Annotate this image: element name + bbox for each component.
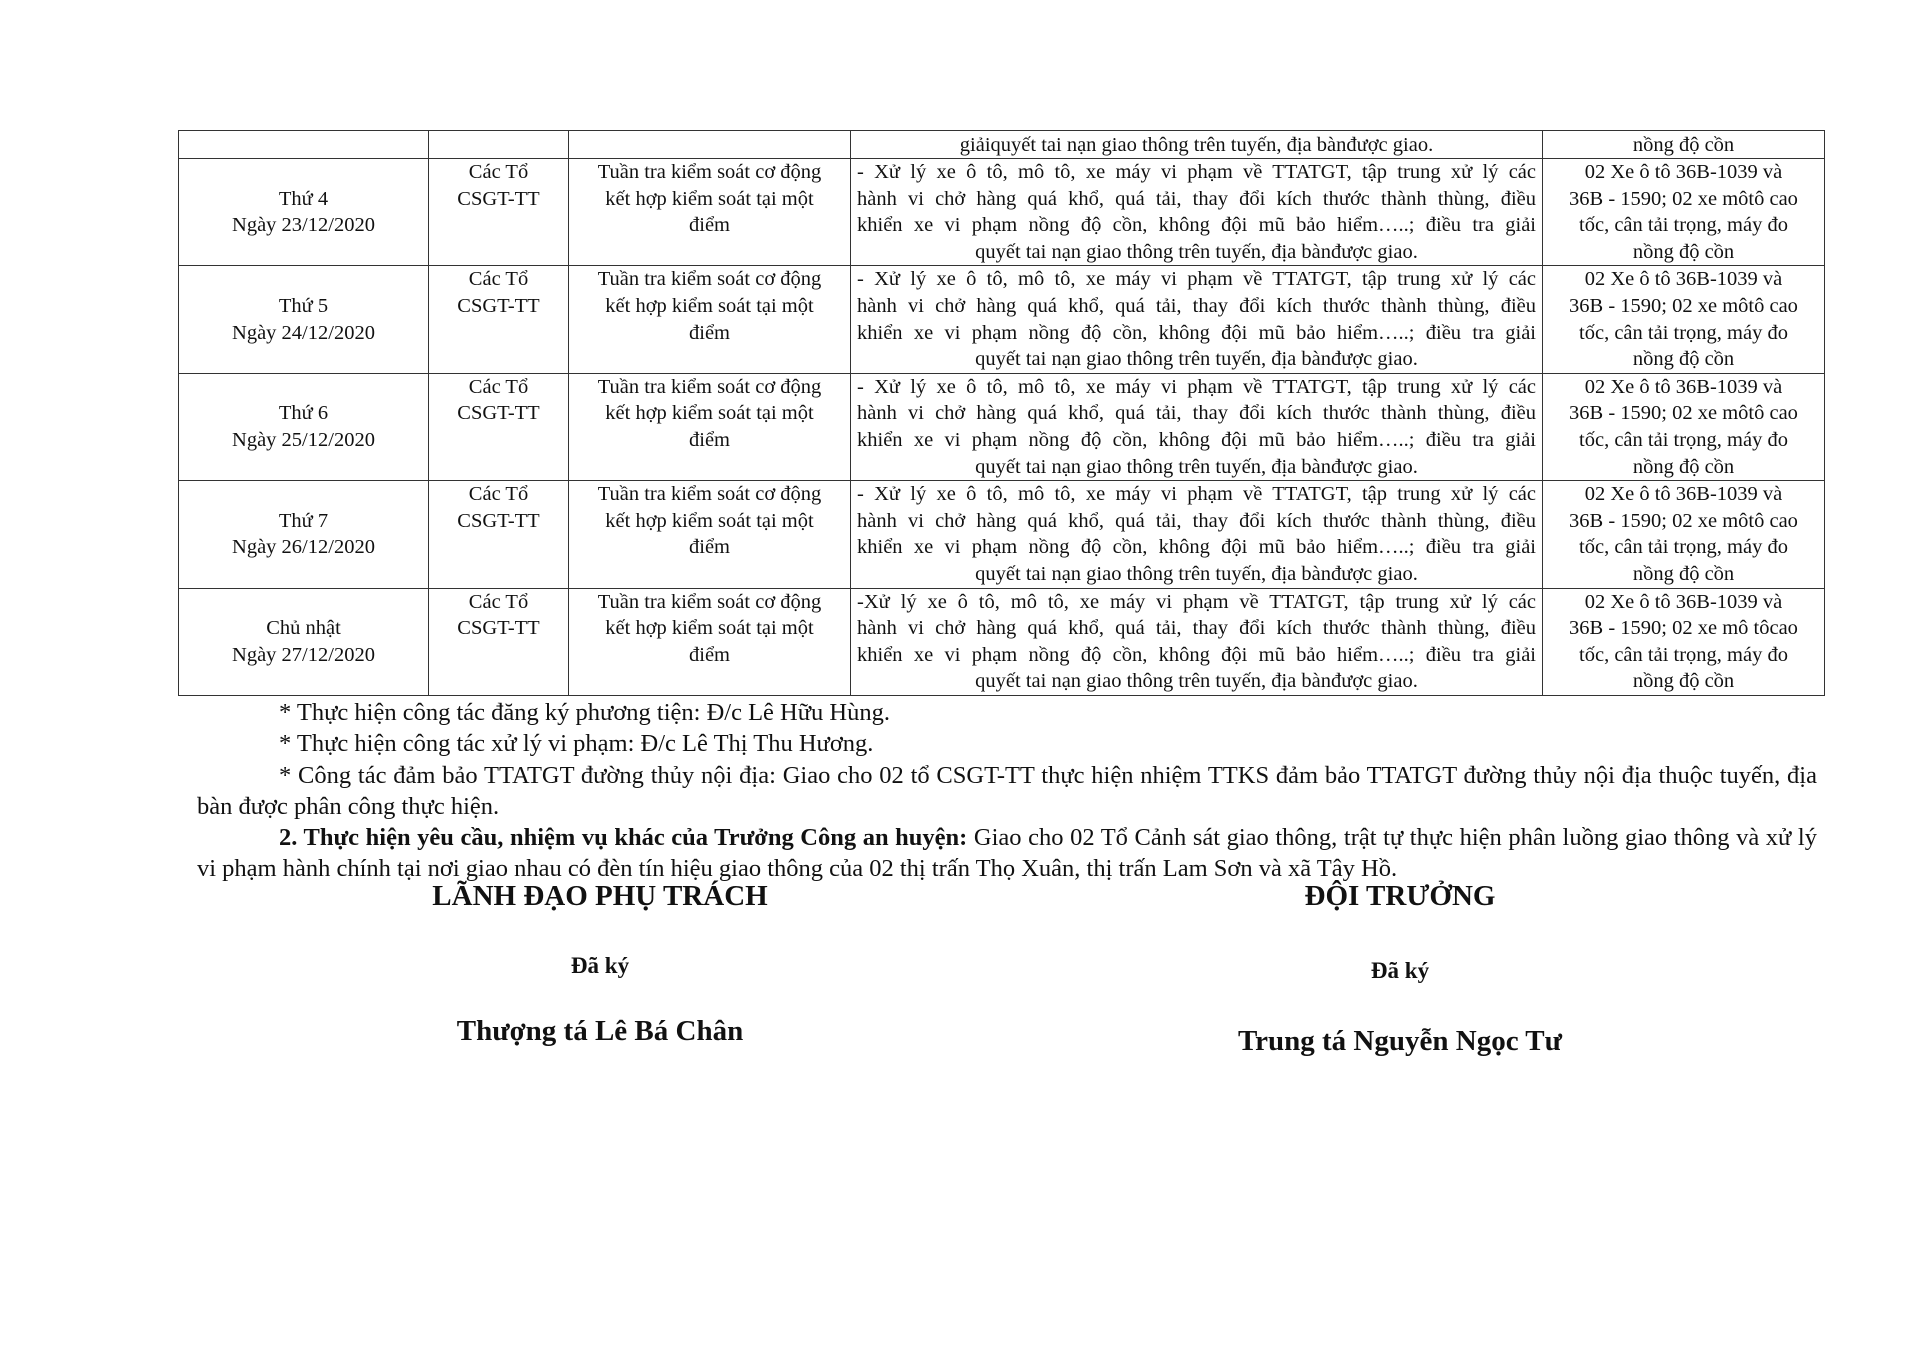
unit-line: CSGT-TT (457, 294, 540, 317)
unit-line: CSGT-TT (457, 617, 540, 640)
method-cell (569, 373, 851, 480)
method-line: kết hợp kiểm soát tại một (605, 509, 814, 532)
task-line: quyết tai nạn giao thông trên tuyến, địa bànđược giao. (975, 348, 1418, 371)
day-line: Thứ 6 (278, 402, 329, 425)
method-line: Tuần tra kiểm soát cơ động (597, 375, 822, 398)
task-line: hành vi chở hàng quá khổ, quá tải, thay đổi kích thước thành thùng, điều (857, 617, 1536, 640)
task-line: - Xử lý xe ô tô, mô tô, xe máy vi phạm về TTATGT, tập trung xử lý các (857, 268, 1536, 291)
method-line: Tuần tra kiểm soát cơ động (597, 161, 822, 183)
signature-left-title: LÃNH ĐẠO PHỤ TRÁCH (432, 880, 768, 912)
equipment-line: tốc, cân tải trọng, máy đo (1579, 428, 1788, 451)
equipment-line: nồng độ cồn (1632, 240, 1735, 263)
equipment-line: 02 Xe ô tô 36B-1039 và (1584, 483, 1783, 506)
unit-line: Các Tổ (468, 375, 529, 398)
unit-line: CSGT-TT (457, 402, 540, 425)
equipment-line: nồng độ cồn (1632, 455, 1735, 478)
day-line: Chủ nhật (266, 617, 341, 640)
method-line: kết hợp kiểm soát tại một (605, 402, 814, 425)
day-line: Thứ 7 (278, 509, 329, 532)
equipment-line: nồng độ cồn (1632, 670, 1735, 693)
method-line: Tuần tra kiểm soát cơ động (597, 483, 822, 506)
signature-left-signed: Đã ký (570, 953, 630, 978)
task-cell (851, 481, 1543, 588)
equipment-cell (1543, 588, 1825, 695)
method-line: điểm (689, 643, 730, 666)
equipment-line: 02 Xe ô tô 36B-1039 và (1584, 375, 1783, 398)
section-2-heading: 2. Thực hiện yêu cầu, nhiệm vụ khác của Trưởng Công an huyện: (279, 824, 968, 852)
signature-right (1180, 880, 1620, 1070)
equipment-cell (1543, 373, 1825, 480)
method-cell (569, 159, 851, 266)
note-waterway: * Công tác đảm bảo TTATGT đường thủy nội địa: Giao cho 02 tổ CSGT-TT thực hiện nhiệm TTKS đảm bảo TTATGT đường thủy nội địa thuộc tuyến, địa bàn được phân công thực hiện. (197, 761, 1817, 820)
unit-line: Các Tổ (468, 268, 529, 291)
equipment-line: 36B - 1590; 02 xe môtô cao (1569, 294, 1798, 317)
equipment-line: 36B - 1590; 02 xe môtô cao (1569, 509, 1798, 532)
day-line: Ngày 24/12/2020 (232, 321, 375, 344)
method-cell (569, 266, 851, 373)
day-cell (179, 481, 429, 588)
equipment-line: 02 Xe ô tô 36B-1039 và (1584, 268, 1783, 291)
day-line: Ngày 25/12/2020 (232, 428, 375, 451)
task-line: khiển xe vi phạm nồng độ cồn, không đội mũ bảo hiểm…..; điều tra giải (857, 321, 1536, 344)
note-violations: * Thực hiện công tác xử lý vi phạm: Đ/c Lê Thị Thu Hương. (279, 730, 874, 758)
method-line: điểm (689, 214, 730, 237)
task-line: hành vi chở hàng quá khổ, quá tải, thay đổi kích thước thành thùng, điều (857, 402, 1536, 425)
task-cell (851, 266, 1543, 373)
task-line: hành vi chở hàng quá khổ, quá tải, thay đổi kích thước thành thùng, điều (857, 294, 1536, 317)
method-line: Tuần tra kiểm soát cơ động (597, 590, 822, 613)
method-line: kết hợp kiểm soát tại một (605, 617, 814, 640)
method-line: điểm (689, 321, 730, 344)
signature-right-name: Trung tá Nguyễn Ngọc Tư (1237, 1025, 1563, 1057)
day-line: Ngày 27/12/2020 (232, 643, 375, 666)
table-row (179, 266, 1825, 373)
equipment-line: 36B - 1590; 02 xe môtô cao (1569, 187, 1798, 210)
equipment-line: nồng độ cồn (1632, 348, 1735, 371)
task-cell (851, 159, 1543, 266)
day-line: Ngày 26/12/2020 (232, 536, 375, 559)
task-line: hành vi chở hàng quá khổ, quá tải, thay đổi kích thước thành thùng, điều (857, 509, 1536, 532)
table-row (179, 373, 1825, 480)
day-cell (179, 131, 429, 159)
method-line: điểm (689, 536, 730, 559)
note-registration: * Thực hiện công tác đăng ký phương tiện: Đ/c Lê Hữu Hùng. (279, 699, 890, 726)
task-line: khiển xe vi phạm nồng độ cồn, không đội mũ bảo hiểm…..; điều tra giải (857, 536, 1536, 559)
unit-cell (429, 266, 569, 373)
equipment-line: 36B - 1590; 02 xe mô tôcao (1569, 617, 1798, 640)
equipment-line: tốc, cân tải trọng, máy đo (1579, 214, 1788, 237)
equipment-cell (1543, 481, 1825, 588)
unit-line: CSGT-TT (457, 187, 540, 210)
method-cell (569, 481, 851, 588)
task-line: -Xử lý xe ô tô, mô tô, xe máy vi phạm về TTATGT, tập trung xử lý các (857, 590, 1536, 613)
task-cell: giảiquyết tai nạn giao thông trên tuyến, địa bànđược giao. (851, 131, 1543, 159)
schedule-table (178, 130, 1825, 696)
task-line: quyết tai nạn giao thông trên tuyến, địa bànđược giao. (975, 670, 1418, 693)
method-cell (569, 588, 851, 695)
equipment-line: 36B - 1590; 02 xe môtô cao (1569, 402, 1798, 425)
method-line: kết hợp kiểm soát tại một (605, 294, 814, 317)
day-cell (179, 159, 429, 266)
method-line: kết hợp kiểm soát tại một (605, 187, 814, 210)
equipment-cell (1543, 159, 1825, 266)
table-row (179, 159, 1825, 266)
table-row (179, 588, 1825, 695)
equipment-line: 02 Xe ô tô 36B-1039 và (1584, 161, 1783, 183)
day-cell (179, 588, 429, 695)
unit-line: Các Tổ (468, 161, 529, 183)
day-cell (179, 373, 429, 480)
unit-cell (429, 159, 569, 266)
signature-left (380, 880, 820, 1060)
unit-line: CSGT-TT (457, 509, 540, 532)
task-cell (851, 588, 1543, 695)
unit-line: Các Tổ (468, 590, 529, 613)
task-line: quyết tai nạn giao thông trên tuyến, địa bànđược giao. (975, 455, 1418, 478)
task-line: hành vi chở hàng quá khổ, quá tải, thay đổi kích thước thành thùng, điều (857, 187, 1536, 210)
task-cell (851, 373, 1543, 480)
task-line: khiển xe vi phạm nồng độ cồn, không đội mũ bảo hiểm…..; điều tra giải (857, 643, 1536, 666)
day-line: Thứ 4 (278, 187, 329, 210)
method-line: điểm (689, 428, 730, 451)
equipment-cell (1543, 266, 1825, 373)
section-2-body: Giao cho 02 Tổ Cảnh sát giao thông, trật tự thực hiện phân luồng giao thông và xử lý vi phạm hành chính tại nơi giao nhau có đèn tín hiệu giao thông của 02 thị trấn Thọ Xuân, thị trấn Lam Sơn và xã Tây Hồ. (197, 824, 1817, 883)
equipment-cell: nồng độ cồn (1543, 131, 1825, 159)
unit-cell (429, 588, 569, 695)
task-line: khiển xe vi phạm nồng độ cồn, không đội mũ bảo hiểm…..; điều tra giải (857, 428, 1536, 451)
equipment-line: tốc, cân tải trọng, máy đo (1579, 536, 1788, 559)
method-cell (569, 131, 851, 159)
day-line: Thứ 5 (278, 294, 329, 317)
table-row (179, 481, 1825, 588)
task-line: khiển xe vi phạm nồng độ cồn, không đội mũ bảo hiểm…..; điều tra giải (857, 214, 1536, 237)
unit-cell (429, 481, 569, 588)
unit-cell (429, 131, 569, 159)
signature-right-title: ĐỘI TRƯỞNG (1304, 880, 1496, 912)
day-cell (179, 266, 429, 373)
day-line: Ngày 23/12/2020 (232, 214, 375, 237)
equipment-line: tốc, cân tải trọng, máy đo (1579, 643, 1788, 666)
signature-left-name: Thượng tá Lê Bá Chân (456, 1015, 744, 1047)
notes-section (197, 697, 1817, 885)
equipment-line: tốc, cân tải trọng, máy đo (1579, 321, 1788, 344)
method-line: Tuần tra kiểm soát cơ động (597, 268, 822, 291)
section-2-paragraph (197, 822, 1817, 885)
task-line: - Xử lý xe ô tô, mô tô, xe máy vi phạm về TTATGT, tập trung xử lý các (857, 483, 1536, 506)
signature-right-signed: Đã ký (1370, 958, 1430, 983)
equipment-line: 02 Xe ô tô 36B-1039 và (1584, 590, 1783, 613)
unit-cell (429, 373, 569, 480)
table-row-continuation (179, 131, 1825, 159)
schedule-table-body (179, 131, 1825, 696)
unit-line: Các Tổ (468, 483, 529, 506)
task-line: quyết tai nạn giao thông trên tuyến, địa bànđược giao. (975, 240, 1418, 263)
task-line: - Xử lý xe ô tô, mô tô, xe máy vi phạm về TTATGT, tập trung xử lý các (857, 375, 1536, 398)
task-line: - Xử lý xe ô tô, mô tô, xe máy vi phạm về TTATGT, tập trung xử lý các (857, 161, 1536, 183)
task-line: quyết tai nạn giao thông trên tuyến, địa bànđược giao. (975, 562, 1418, 585)
equipment-line: nồng độ cồn (1632, 562, 1735, 585)
